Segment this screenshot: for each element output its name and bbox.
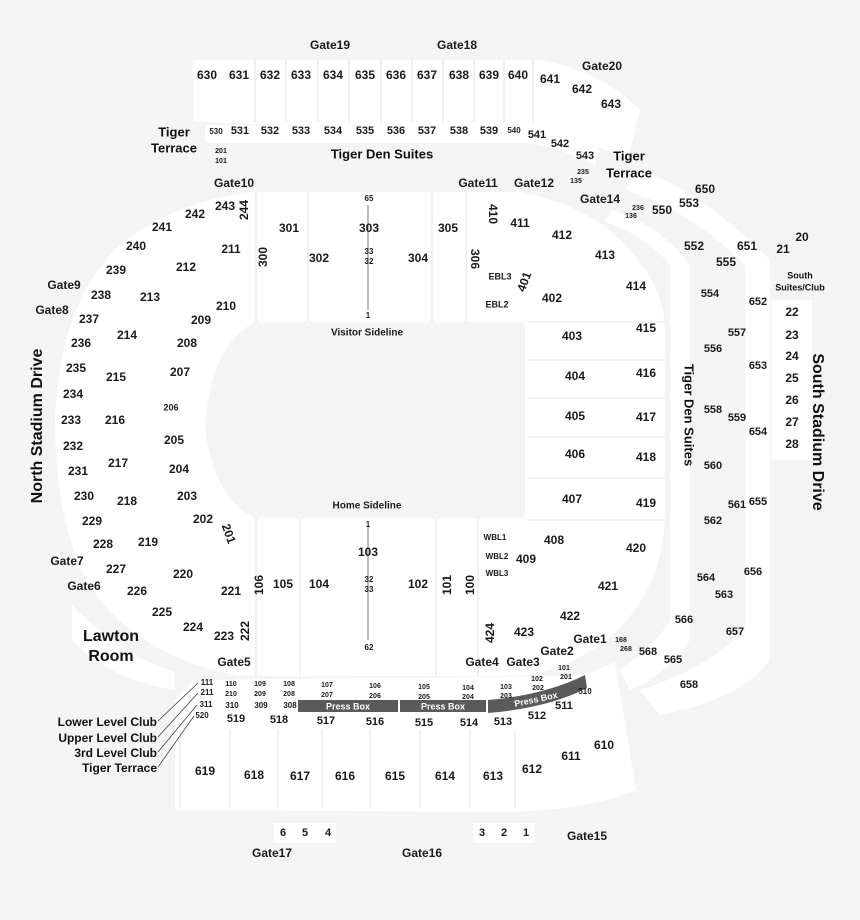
yard-marker: 1 — [365, 520, 371, 530]
yard-marker: 62 — [364, 643, 374, 653]
section-201[interactable]: 201 — [218, 521, 239, 546]
gate4-label: Gate4 — [465, 655, 499, 670]
section-109[interactable]: 109 — [254, 680, 266, 688]
section-201[interactable]: 201 — [560, 673, 572, 681]
section-656[interactable]: 656 — [743, 565, 763, 578]
section-560[interactable]: 560 — [703, 459, 723, 472]
gate-boxes — [274, 823, 535, 843]
legend-lower-level-club: Lower Level Club — [57, 715, 157, 730]
section-310[interactable]: 310 — [225, 701, 239, 711]
section-301[interactable]: 301 — [278, 221, 300, 236]
yard-marker: 32 — [364, 257, 374, 267]
section-206[interactable]: 206 — [369, 692, 381, 700]
section-531[interactable]: 531 — [230, 124, 250, 137]
section-214[interactable]: 214 — [116, 328, 138, 343]
section-101[interactable]: 101 — [558, 664, 570, 672]
section-231[interactable]: 231 — [67, 464, 89, 479]
section-201[interactable]: 201 — [215, 147, 227, 155]
section-403[interactable]: 403 — [561, 329, 583, 344]
gate9-label: Gate9 — [47, 278, 81, 293]
section-407[interactable]: 407 — [561, 492, 583, 507]
section-563[interactable]: 563 — [714, 588, 734, 601]
section-517[interactable]: 517 — [316, 714, 336, 727]
section-26[interactable]: 26 — [785, 393, 799, 408]
section-110[interactable]: 110 — [225, 680, 237, 688]
section-416[interactable]: 416 — [635, 366, 657, 381]
section-550[interactable]: 550 — [651, 203, 673, 218]
section-300[interactable]: 300 — [256, 246, 271, 268]
section-417[interactable]: 417 — [635, 410, 657, 425]
section-650[interactable]: 650 — [694, 182, 716, 197]
section-553[interactable]: 553 — [678, 196, 700, 211]
section-100[interactable]: 100 — [463, 574, 478, 596]
section-106[interactable]: 106 — [369, 682, 381, 690]
section-25[interactable]: 25 — [785, 371, 799, 386]
section-102[interactable]: 102 — [407, 577, 429, 592]
section-631[interactable]: 631 — [228, 68, 250, 83]
section-228[interactable]: 228 — [92, 537, 114, 552]
section-103[interactable]: 103 — [357, 545, 379, 560]
section-102[interactable]: 102 — [531, 675, 543, 683]
section-658[interactable]: 658 — [679, 678, 699, 691]
section-630[interactable]: 630 — [196, 68, 218, 83]
section-207[interactable]: 207 — [169, 365, 191, 380]
south-suites-line2: Suites/Club — [775, 282, 825, 293]
section-268[interactable]: 268 — [620, 645, 632, 653]
section-636[interactable]: 636 — [385, 68, 407, 83]
north-stadium-drive-label: North Stadium Drive — [29, 348, 47, 504]
section-wbl2[interactable]: WBL2 — [485, 552, 509, 562]
visitor-sideline-label: Visitor Sideline — [330, 327, 404, 339]
section-108[interactable]: 108 — [283, 680, 295, 688]
south-suites-line1: South — [787, 270, 813, 281]
section-611[interactable]: 611 — [561, 749, 581, 764]
section-244[interactable]: 244 — [237, 199, 252, 221]
section-518[interactable]: 518 — [269, 713, 289, 726]
section-534[interactable]: 534 — [323, 124, 343, 137]
section-618[interactable]: 618 — [243, 768, 265, 783]
gate3-label: Gate3 — [506, 655, 540, 670]
section-410[interactable]: 410 — [485, 203, 500, 225]
section-240[interactable]: 240 — [125, 239, 147, 254]
section-wbl3[interactable]: WBL3 — [485, 569, 509, 579]
section-210[interactable]: 210 — [225, 690, 237, 698]
section-209[interactable]: 209 — [190, 313, 212, 328]
gate1-label: Gate1 — [573, 632, 607, 647]
section-655[interactable]: 655 — [748, 495, 768, 508]
gate8-label: Gate8 — [35, 303, 69, 318]
section-640[interactable]: 640 — [507, 68, 529, 83]
section-402[interactable]: 402 — [541, 291, 563, 306]
section-514[interactable]: 514 — [459, 716, 479, 729]
section-6[interactable]: 6 — [279, 826, 287, 839]
section-106[interactable]: 106 — [252, 574, 267, 596]
section-538[interactable]: 538 — [449, 124, 469, 137]
section-568[interactable]: 568 — [638, 645, 658, 658]
section-612[interactable]: 612 — [521, 762, 543, 777]
section-615[interactable]: 615 — [384, 769, 406, 784]
section-516[interactable]: 516 — [365, 715, 385, 728]
section-208[interactable]: 208 — [283, 690, 295, 698]
section-207[interactable]: 207 — [321, 691, 333, 699]
section-613[interactable]: 613 — [482, 769, 504, 784]
section-168[interactable]: 168 — [615, 636, 627, 644]
section-533[interactable]: 533 — [291, 124, 311, 137]
section-304[interactable]: 304 — [407, 251, 429, 266]
section-236[interactable]: 236 — [70, 336, 92, 351]
section-238[interactable]: 238 — [90, 288, 112, 303]
section-654[interactable]: 654 — [748, 425, 768, 438]
section-535[interactable]: 535 — [355, 124, 375, 137]
legend-3rd-level-club: 3rd Level Club — [74, 746, 157, 761]
section-537[interactable]: 537 — [417, 124, 437, 137]
section-230[interactable]: 230 — [73, 489, 95, 504]
section-561[interactable]: 561 — [727, 498, 747, 511]
section-241[interactable]: 241 — [151, 220, 173, 235]
section-202[interactable]: 202 — [532, 684, 544, 692]
section-412[interactable]: 412 — [551, 228, 573, 243]
gate16-label: Gate16 — [401, 846, 443, 861]
section-22[interactable]: 22 — [785, 305, 799, 320]
section-224[interactable]: 224 — [182, 620, 204, 635]
section-542[interactable]: 542 — [550, 137, 570, 150]
section-217[interactable]: 217 — [107, 456, 129, 471]
section-213[interactable]: 213 — [139, 290, 161, 305]
section-208[interactable]: 208 — [176, 336, 198, 351]
section-651[interactable]: 651 — [736, 239, 758, 254]
section-540[interactable]: 540 — [507, 126, 521, 136]
section-136[interactable]: 136 — [625, 212, 637, 220]
gate14-label: Gate14 — [579, 192, 621, 207]
section-541[interactable]: 541 — [527, 128, 547, 141]
section-105[interactable]: 105 — [272, 577, 294, 592]
section-536[interactable]: 536 — [386, 124, 406, 137]
section-513[interactable]: 513 — [493, 715, 513, 728]
section-234[interactable]: 234 — [62, 387, 84, 402]
section-641[interactable]: 641 — [539, 72, 561, 87]
section-215[interactable]: 215 — [105, 370, 127, 385]
section-104[interactable]: 104 — [462, 684, 474, 692]
section-210[interactable]: 210 — [215, 299, 237, 314]
section-308[interactable]: 308 — [283, 701, 297, 711]
section-205[interactable]: 205 — [163, 433, 185, 448]
gate5-label: Gate5 — [217, 655, 251, 670]
section-511[interactable]: 511 — [555, 699, 573, 712]
press-box-label-1: Press Box — [325, 701, 371, 712]
field — [205, 322, 525, 518]
section-303[interactable]: 303 — [358, 221, 380, 236]
section-204[interactable]: 204 — [168, 462, 190, 477]
section-657[interactable]: 657 — [725, 625, 745, 638]
section-21[interactable]: 21 — [776, 242, 790, 257]
section-405[interactable]: 405 — [564, 409, 586, 424]
section-633[interactable]: 633 — [290, 68, 312, 83]
section-409[interactable]: 409 — [515, 552, 537, 567]
section-652[interactable]: 652 — [748, 295, 768, 308]
section-638[interactable]: 638 — [448, 68, 470, 83]
gate6-label: Gate6 — [67, 579, 101, 594]
section-419[interactable]: 419 — [635, 496, 657, 511]
section-24[interactable]: 24 — [785, 349, 799, 364]
section-422[interactable]: 422 — [559, 609, 581, 624]
section-23[interactable]: 23 — [785, 328, 799, 343]
section-203[interactable]: 203 — [500, 692, 512, 700]
section-221[interactable]: 221 — [220, 584, 242, 599]
section-404[interactable]: 404 — [564, 369, 586, 384]
section-204[interactable]: 204 — [462, 693, 474, 701]
gate17-label: Gate17 — [251, 846, 293, 861]
section-309[interactable]: 309 — [254, 701, 268, 711]
tiger-terrace-ne-line2: Terrace — [605, 165, 653, 181]
tiger-terrace-nw-line2: Terrace — [150, 140, 198, 156]
section-219[interactable]: 219 — [137, 535, 159, 550]
section-101[interactable]: 101 — [440, 574, 455, 596]
section-556[interactable]: 556 — [703, 342, 723, 355]
section-616[interactable]: 616 — [334, 769, 356, 784]
section-610[interactable]: 610 — [593, 738, 615, 753]
lawton-room-line2: Room — [88, 648, 134, 666]
press-box-label-2: Press Box — [420, 701, 466, 712]
yard-marker: 65 — [364, 194, 374, 204]
section-212[interactable]: 212 — [175, 260, 197, 275]
section-520[interactable]: 520 — [195, 711, 209, 721]
section-510[interactable]: 510 — [578, 687, 592, 697]
section-557[interactable]: 557 — [727, 326, 747, 339]
home-sideline-label: Home Sideline — [332, 500, 402, 512]
yard-marker: 1 — [365, 311, 371, 321]
section-220[interactable]: 220 — [172, 567, 194, 582]
section-211[interactable]: 211 — [221, 242, 241, 257]
section-530[interactable]: 530 — [209, 127, 223, 137]
section-532[interactable]: 532 — [260, 124, 280, 137]
section-223[interactable]: 223 — [213, 629, 235, 644]
section-423[interactable]: 423 — [513, 625, 535, 640]
yard-marker: 32 — [364, 575, 374, 585]
section-206[interactable]: 206 — [163, 402, 179, 413]
section-643[interactable]: 643 — [600, 97, 622, 112]
tiger-den-suites-east: Tiger Den Suites — [681, 363, 697, 467]
tiger-den-suites-north: Tiger Den Suites — [330, 146, 434, 162]
section-401[interactable]: 401 — [514, 269, 535, 294]
section-5[interactable]: 5 — [301, 826, 309, 839]
section-558[interactable]: 558 — [703, 403, 723, 416]
section-564[interactable]: 564 — [696, 571, 716, 584]
section-202[interactable]: 202 — [192, 512, 214, 527]
gate11-label: Gate11 — [458, 176, 498, 191]
section-20[interactable]: 20 — [795, 230, 809, 245]
gate15-label: Gate15 — [566, 829, 608, 844]
section-135[interactable]: 135 — [570, 177, 582, 185]
section-639[interactable]: 639 — [478, 68, 500, 83]
section-519[interactable]: 519 — [226, 712, 246, 725]
section-wbl1[interactable]: WBL1 — [483, 533, 507, 543]
section-226[interactable]: 226 — [126, 584, 148, 599]
section-237[interactable]: 237 — [78, 312, 100, 327]
section-614[interactable]: 614 — [434, 769, 456, 784]
section-421[interactable]: 421 — [597, 579, 619, 594]
section-414[interactable]: 414 — [625, 279, 647, 294]
gate18-label: Gate18 — [436, 38, 478, 53]
legend-upper-level-club: Upper Level Club — [58, 731, 157, 746]
section-3[interactable]: 3 — [478, 826, 486, 839]
section-107[interactable]: 107 — [321, 681, 333, 689]
section-239[interactable]: 239 — [105, 263, 127, 278]
section-566[interactable]: 566 — [674, 613, 694, 626]
section-ebl2[interactable]: EBL2 — [485, 299, 509, 310]
section-515[interactable]: 515 — [414, 716, 434, 729]
legend-tiger-terrace: Tiger Terrace — [82, 761, 157, 776]
section-229[interactable]: 229 — [81, 514, 103, 529]
section-634[interactable]: 634 — [322, 68, 344, 83]
section-305[interactable]: 305 — [437, 221, 459, 236]
section-411[interactable]: 411 — [510, 216, 530, 231]
section-ebl3[interactable]: EBL3 — [488, 271, 512, 282]
section-203[interactable]: 203 — [176, 489, 198, 504]
gate2-label: Gate2 — [540, 644, 574, 659]
tiger-terrace-ne-line1: Tiger — [613, 148, 645, 164]
section-225[interactable]: 225 — [151, 605, 173, 620]
section-543[interactable]: 543 — [575, 149, 595, 162]
section-539[interactable]: 539 — [479, 124, 499, 137]
section-235[interactable]: 235 — [65, 361, 87, 376]
section-635[interactable]: 635 — [354, 68, 376, 83]
section-111[interactable]: 111 — [200, 678, 214, 688]
section-222[interactable]: 222 — [238, 620, 253, 642]
section-637[interactable]: 637 — [416, 68, 438, 83]
section-101[interactable]: 101 — [215, 157, 227, 165]
section-2[interactable]: 2 — [500, 826, 508, 839]
section-311[interactable]: 311 — [199, 700, 213, 710]
section-420[interactable]: 420 — [625, 541, 647, 556]
section-554[interactable]: 554 — [700, 287, 720, 300]
press-box-label-3: Press Box — [513, 689, 559, 709]
section-1[interactable]: 1 — [522, 826, 530, 839]
section-632[interactable]: 632 — [259, 68, 281, 83]
section-415[interactable]: 415 — [635, 321, 657, 336]
section-27[interactable]: 27 — [785, 415, 799, 430]
section-4[interactable]: 4 — [324, 826, 332, 839]
gate12-label: Gate12 — [513, 176, 555, 191]
section-617[interactable]: 617 — [289, 769, 311, 784]
gate20-label: Gate20 — [581, 59, 623, 74]
section-642[interactable]: 642 — [571, 82, 593, 97]
gate10-label: Gate10 — [213, 176, 255, 191]
tiger-terrace-nw-line1: Tiger — [158, 124, 190, 140]
section-408[interactable]: 408 — [543, 533, 565, 548]
section-28[interactable]: 28 — [785, 437, 799, 452]
gate19-label: Gate19 — [309, 38, 351, 53]
section-562[interactable]: 562 — [703, 514, 723, 527]
section-555[interactable]: 555 — [715, 255, 737, 270]
section-406[interactable]: 406 — [564, 447, 586, 462]
section-565[interactable]: 565 — [663, 653, 683, 666]
section-242[interactable]: 242 — [184, 207, 206, 222]
section-236[interactable]: 236 — [632, 204, 644, 212]
section-216[interactable]: 216 — [104, 413, 126, 428]
yard-marker: 33 — [364, 585, 374, 595]
section-103[interactable]: 103 — [500, 683, 512, 691]
section-619[interactable]: 619 — [194, 764, 216, 779]
section-218[interactable]: 218 — [116, 494, 138, 509]
section-512[interactable]: 512 — [527, 709, 547, 722]
section-413[interactable]: 413 — [594, 248, 616, 263]
section-243[interactable]: 243 — [214, 199, 236, 214]
gate7-label: Gate7 — [50, 554, 84, 569]
south-stadium-drive-label: South Stadium Drive — [808, 353, 826, 511]
section-227[interactable]: 227 — [105, 562, 127, 577]
section-424[interactable]: 424 — [483, 622, 498, 644]
section-211[interactable]: 211 — [200, 688, 214, 698]
section-232[interactable]: 232 — [62, 439, 84, 454]
section-653[interactable]: 653 — [748, 359, 768, 372]
section-552[interactable]: 552 — [683, 239, 705, 254]
section-233[interactable]: 233 — [60, 413, 82, 428]
section-205[interactable]: 205 — [418, 693, 430, 701]
section-105[interactable]: 105 — [418, 683, 430, 691]
section-302[interactable]: 302 — [308, 251, 330, 266]
lawton-room-line1: Lawton — [83, 628, 139, 646]
section-559[interactable]: 559 — [727, 411, 747, 424]
section-235[interactable]: 235 — [577, 168, 589, 176]
section-306[interactable]: 306 — [467, 248, 482, 270]
section-418[interactable]: 418 — [635, 450, 657, 465]
yard-marker: 33 — [364, 247, 374, 257]
section-104[interactable]: 104 — [308, 577, 330, 592]
section-209[interactable]: 209 — [254, 690, 266, 698]
